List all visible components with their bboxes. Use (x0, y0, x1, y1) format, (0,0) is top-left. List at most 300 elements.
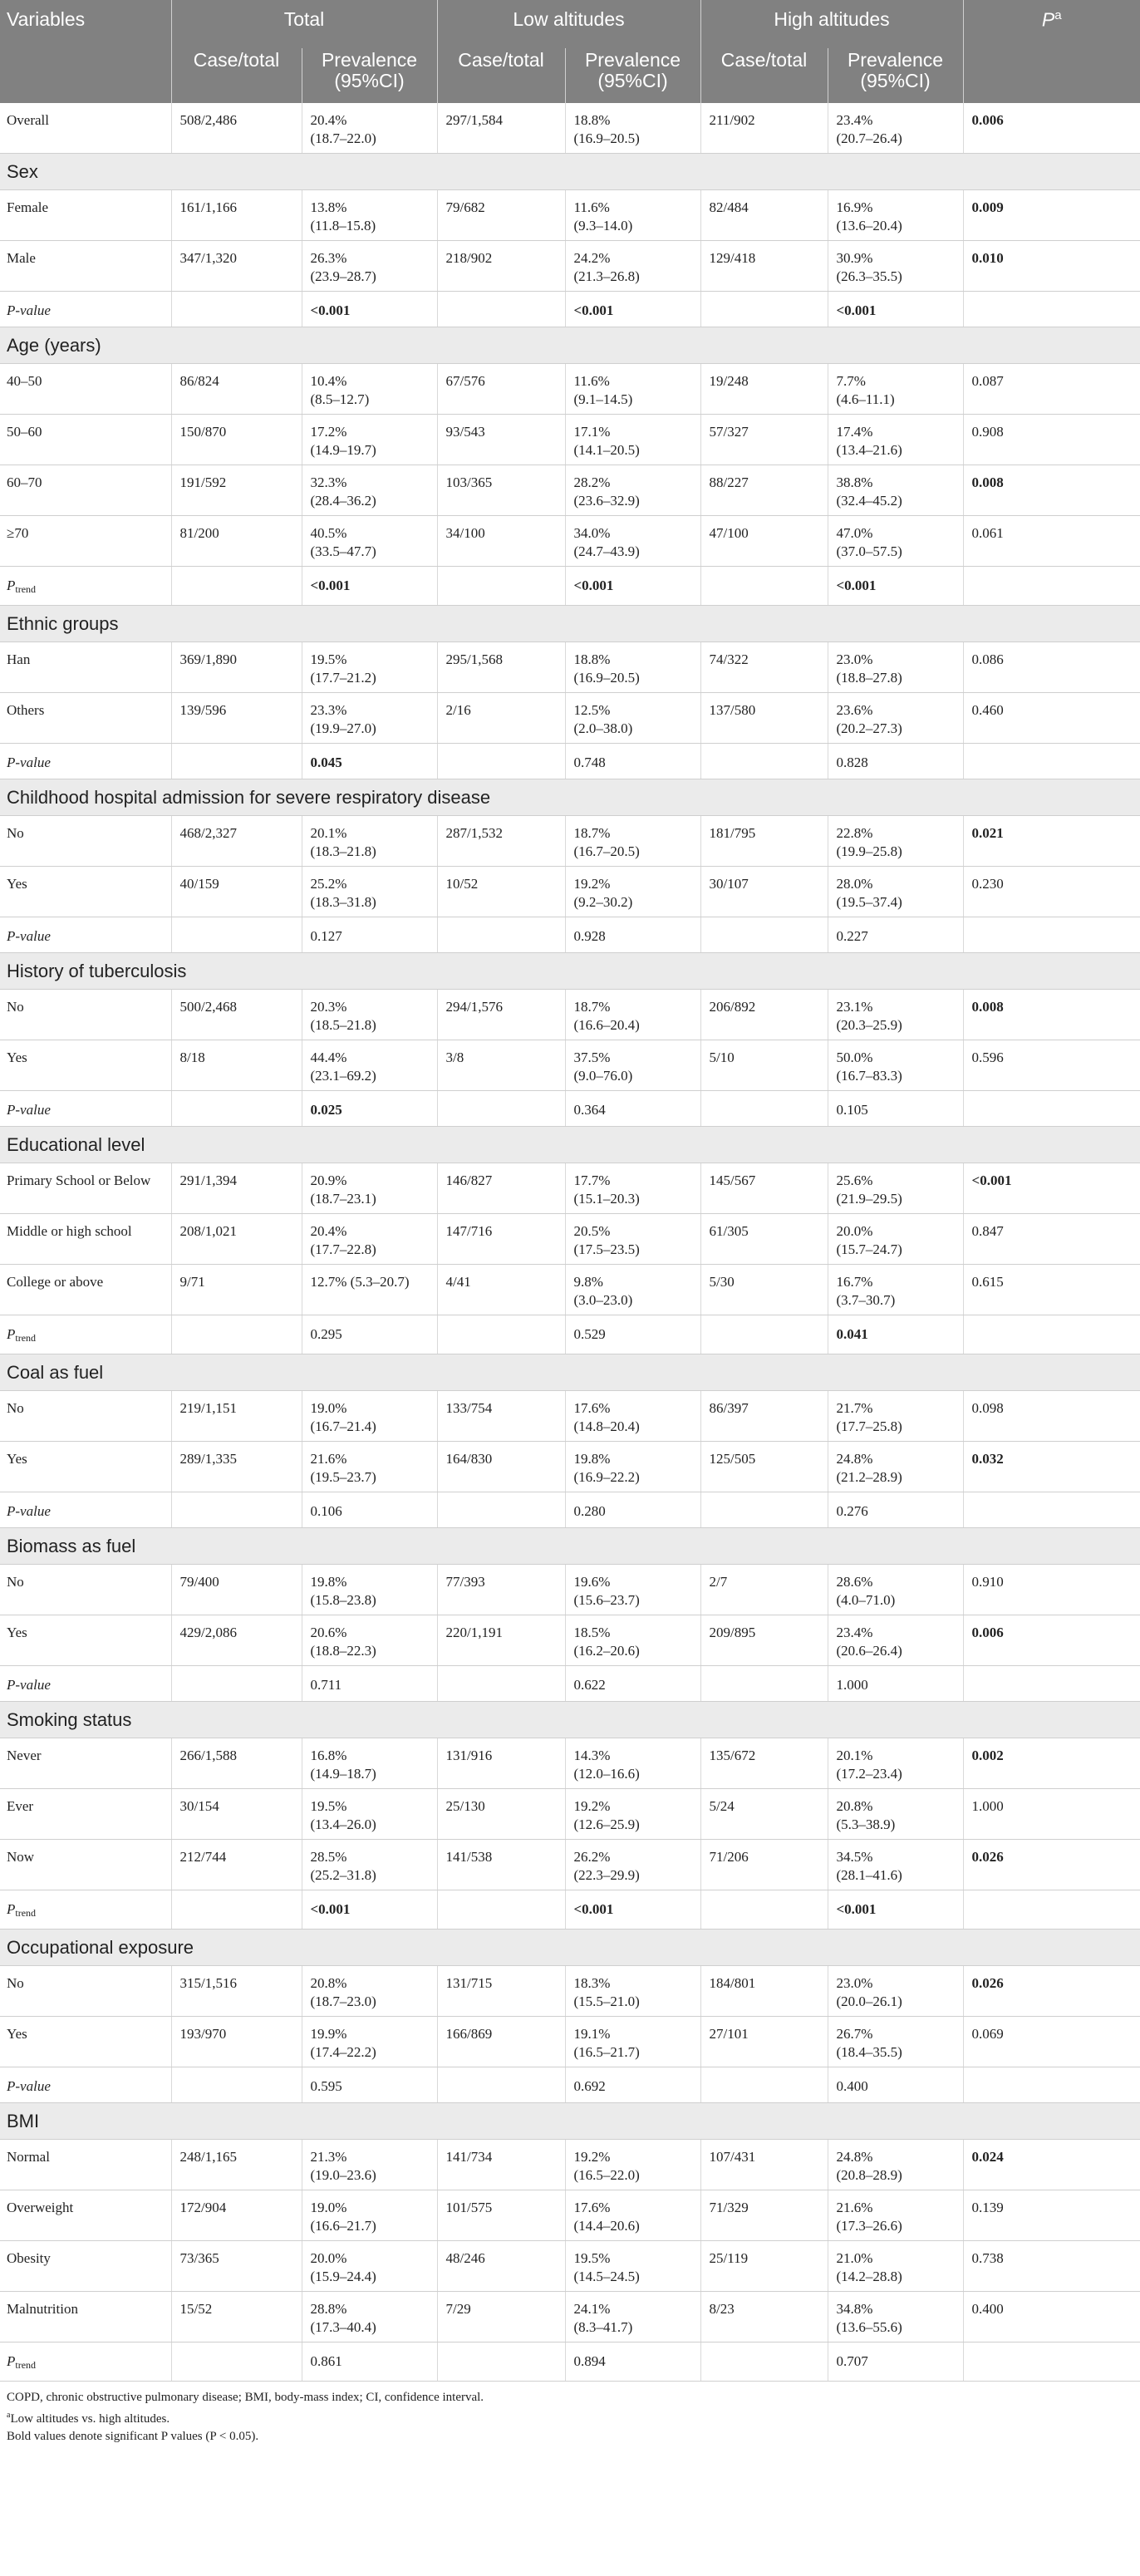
section-title: Occupational exposure (0, 1930, 1140, 1966)
cell-text: 4/41 (445, 1274, 471, 1290)
cell-text: 19/248 (709, 373, 749, 389)
row-label (0, 917, 171, 953)
cell-text: 0.908 (971, 424, 1004, 440)
total-prevalence-cell (302, 190, 437, 241)
total-case-cell (171, 2292, 302, 2342)
table-row (0, 1391, 1140, 1442)
high-case-cell (700, 1738, 828, 1789)
cell-text: 10.4% (310, 373, 347, 389)
high-prevalence-cell (828, 2292, 963, 2342)
cell-text: 86/397 (709, 1400, 749, 1416)
cell-text: (32.4–45.2) (836, 493, 902, 509)
section-title: Coal as fuel (0, 1354, 1140, 1391)
cell-text: (18.7–23.1) (310, 1191, 376, 1207)
total-prevalence-cell (302, 1091, 437, 1127)
low-case-cell (437, 567, 565, 606)
cell-text: <0.001 (836, 578, 877, 593)
cell-text: 79/682 (445, 199, 485, 215)
cell-text: 166/869 (445, 2026, 493, 2042)
cell-text: (16.6–21.7) (310, 2218, 376, 2234)
cell-text: 0.280 (573, 1503, 606, 1519)
total-prevalence-cell (302, 364, 437, 415)
table-row (0, 917, 1140, 953)
cell-text: 131/916 (445, 1748, 493, 1763)
total-prevalence-cell (302, 1966, 437, 2017)
cell-text: (26.3–35.5) (836, 268, 902, 284)
cell-text: 193/970 (179, 2026, 227, 2042)
total-case-cell (171, 1840, 302, 1890)
p-value-cell (963, 1890, 1140, 1930)
low-case-cell (437, 2067, 565, 2103)
total-prevalence-cell (302, 1738, 437, 1789)
cell-text: 5/10 (709, 1050, 735, 1065)
high-prevalence-cell (828, 2017, 963, 2067)
row-label (0, 2190, 171, 2241)
cell-text: 25/119 (709, 2250, 749, 2266)
cell-text: 11.6% (573, 373, 610, 389)
cell-text: (12.0–16.6) (573, 1766, 640, 1782)
cell-text: (18.3–31.8) (310, 894, 376, 910)
section-title: History of tuberculosis (0, 953, 1140, 990)
total-prevalence-cell (302, 1615, 437, 1666)
row-label-text: Yes (7, 876, 27, 892)
low-case-cell (437, 2190, 565, 2241)
cell-text: 2/7 (709, 1574, 728, 1590)
cell-text: 20.0% (836, 1223, 873, 1239)
cell-text: 369/1,890 (179, 651, 237, 667)
cell-text: 47.0% (836, 525, 873, 541)
cell-text: 19.8% (573, 1451, 611, 1467)
low-case-cell (437, 1315, 565, 1354)
cell-text: 20.4% (310, 112, 347, 128)
high-prevalence-cell (828, 816, 963, 867)
cell-text: 20.6% (310, 1625, 347, 1640)
high-case-cell (700, 1840, 828, 1890)
total-case-cell (171, 1966, 302, 2017)
table-row (0, 1492, 1140, 1528)
cell-text: 19.5% (573, 2250, 611, 2266)
table-row (0, 867, 1140, 917)
cell-text: 73/365 (179, 2250, 219, 2266)
row-label (0, 1615, 171, 1666)
low-case-cell (437, 190, 565, 241)
p-value-cell (963, 465, 1140, 516)
cell-text: 7.7% (836, 373, 866, 389)
cell-text: 17.4% (836, 424, 873, 440)
low-case-cell (437, 1966, 565, 2017)
total-case-cell (171, 1315, 302, 1354)
cell-text: 74/322 (709, 651, 749, 667)
row-label (0, 516, 171, 567)
cell-text: (28.4–36.2) (310, 493, 376, 509)
high-prevalence-cell (828, 1666, 963, 1702)
high-prevalence-cell (828, 2342, 963, 2382)
cell-text: 0.910 (971, 1574, 1004, 1590)
row-label (0, 1890, 171, 1930)
high-prevalence-cell (828, 190, 963, 241)
p-value-cell (963, 1091, 1140, 1127)
row-label-text: College or above (7, 1274, 104, 1290)
p-value-cell (963, 364, 1140, 415)
row-label-subscript: trend (15, 583, 37, 595)
row-label (0, 1091, 171, 1127)
cell-text: 21.6% (836, 2200, 873, 2215)
cell-text: (17.7–25.8) (836, 1418, 902, 1434)
total-case-cell (171, 2190, 302, 2241)
p-value-cell (963, 1391, 1140, 1442)
high-case-cell (700, 816, 828, 867)
total-case-cell (171, 1890, 302, 1930)
table-row (0, 1666, 1140, 1702)
cell-text: 21.3% (310, 2149, 347, 2165)
row-label-text: P (7, 2353, 16, 2369)
cell-text: 297/1,584 (445, 112, 503, 128)
cell-text: 12.7% (5.3–20.7) (310, 1274, 410, 1290)
p-value-cell (963, 816, 1140, 867)
cell-text: 18.7% (573, 825, 611, 841)
high-prevalence-cell (828, 2067, 963, 2103)
low-prevalence-cell (565, 816, 700, 867)
cell-text: 37.5% (573, 1050, 611, 1065)
row-label-text: Ever (7, 1798, 34, 1814)
p-value-cell (963, 516, 1140, 567)
cell-text: (21.9–29.5) (836, 1191, 902, 1207)
row-label (0, 2067, 171, 2103)
low-prevalence-cell (565, 917, 700, 953)
table-footnotes (0, 2382, 1140, 2445)
cell-text: (21.2–28.9) (836, 1469, 902, 1485)
low-prevalence-cell (565, 1615, 700, 1666)
total-case-cell (171, 465, 302, 516)
cell-text: (20.2–27.3) (836, 720, 902, 736)
cell-text: 0.009 (971, 199, 1004, 215)
cell-text: (17.5–23.5) (573, 1241, 640, 1257)
total-case-cell (171, 292, 302, 327)
row-label-text: P-value (7, 1102, 51, 1118)
cell-text: 0.026 (971, 1849, 1004, 1865)
low-prevalence-cell (565, 2140, 700, 2190)
cell-text: (18.4–35.5) (836, 2044, 902, 2060)
table-row (0, 744, 1140, 779)
row-label (0, 2241, 171, 2292)
cell-text: 0.002 (971, 1748, 1004, 1763)
total-case-cell (171, 642, 302, 693)
cell-text: 139/596 (179, 702, 227, 718)
footnote-a: $^a$Low altitudes vs. high altitudes. (7, 2411, 170, 2426)
cell-text: 61/305 (709, 1223, 749, 1239)
table-row (0, 2292, 1140, 2342)
high-case-cell (700, 1890, 828, 1930)
total-case-cell (171, 567, 302, 606)
cell-text: (15.1–20.3) (573, 1191, 640, 1207)
cell-text: (17.7–22.8) (310, 1241, 376, 1257)
cell-text: 191/592 (179, 474, 227, 490)
cell-text: (8.5–12.7) (310, 391, 370, 407)
header-high-altitudes: High altitudes (700, 0, 963, 48)
total-prevalence-cell (302, 241, 437, 292)
cell-text: 9.8% (573, 1274, 603, 1290)
cell-text: 38.8% (836, 474, 873, 490)
cell-text: 218/902 (445, 250, 493, 266)
total-case-cell (171, 693, 302, 744)
cell-text: 0.106 (310, 1503, 342, 1519)
cell-text: 172/904 (179, 2200, 227, 2215)
row-label-subscript: trend (15, 2359, 37, 2371)
low-prevalence-cell (565, 1040, 700, 1091)
high-case-cell (700, 465, 828, 516)
high-case-cell (700, 1214, 828, 1265)
cell-text: 184/801 (709, 1975, 756, 1991)
high-prevalence-cell (828, 364, 963, 415)
cell-text: (16.2–20.6) (573, 1643, 640, 1659)
cell-text: 32.3% (310, 474, 347, 490)
row-label (0, 1666, 171, 1702)
cell-text: (14.2–28.8) (836, 2269, 902, 2284)
cell-text: 131/715 (445, 1975, 493, 1991)
cell-text: <0.001 (310, 1901, 351, 1917)
row-label-text: Yes (7, 1451, 27, 1467)
cell-text: (19.9–25.8) (836, 843, 902, 859)
cell-text: 19.8% (310, 1574, 347, 1590)
cell-text: 14.3% (573, 1748, 611, 1763)
cell-text: 20.4% (310, 1223, 347, 1239)
cell-text: 287/1,532 (445, 825, 503, 841)
high-case-cell (700, 2241, 828, 2292)
total-case-cell (171, 1442, 302, 1492)
cell-text: 0.032 (971, 1451, 1004, 1467)
row-label-text: Han (7, 651, 31, 667)
low-prevalence-cell (565, 1265, 700, 1315)
low-prevalence-cell (565, 2067, 700, 2103)
total-prevalence-cell (302, 292, 437, 327)
cell-text: 107/431 (709, 2149, 756, 2165)
cell-text: 18.8% (573, 651, 611, 667)
high-case-cell (700, 364, 828, 415)
cell-text: 18.8% (573, 112, 611, 128)
high-prevalence-cell (828, 1890, 963, 1930)
high-case-cell (700, 867, 828, 917)
row-label (0, 2342, 171, 2382)
cell-text: 34.5% (836, 1849, 873, 1865)
cell-text: 141/734 (445, 2149, 493, 2165)
cell-text: 266/1,588 (179, 1748, 237, 1763)
total-prevalence-cell (302, 415, 437, 465)
table-row (0, 1738, 1140, 1789)
low-prevalence-cell (565, 1840, 700, 1890)
cell-text: (5.3–38.9) (836, 1816, 896, 1832)
cell-text: (9.0–76.0) (573, 1068, 633, 1084)
cell-text: 206/892 (709, 999, 756, 1015)
high-prevalence-cell (828, 1966, 963, 2017)
header-p: $P^a$ (963, 0, 1140, 103)
cell-text: 0.230 (971, 876, 1004, 892)
header-variables: Variables (0, 0, 171, 103)
cell-text: (20.6–26.4) (836, 1643, 902, 1659)
total-prevalence-cell (302, 1890, 437, 1930)
cell-text: 19.2% (573, 876, 611, 892)
low-prevalence-cell (565, 2190, 700, 2241)
table-row (0, 241, 1140, 292)
high-case-cell (700, 2190, 828, 2241)
table-row (0, 292, 1140, 327)
row-label-text: Obesity (7, 2250, 51, 2266)
cell-text: 20.3% (310, 999, 347, 1015)
total-case-cell (171, 241, 302, 292)
cell-text: 211/902 (709, 112, 755, 128)
cell-text: 9/71 (179, 1274, 205, 1290)
cell-text: (14.1–20.5) (573, 442, 640, 458)
row-label-text: No (7, 1574, 24, 1590)
cell-text: 141/538 (445, 1849, 493, 1865)
total-case-cell (171, 364, 302, 415)
total-prevalence-cell (302, 816, 437, 867)
cell-text: 125/505 (709, 1451, 756, 1467)
cell-text: 133/754 (445, 1400, 493, 1416)
cell-text: 0.711 (310, 1677, 342, 1693)
cell-text: 500/2,468 (179, 999, 237, 1015)
high-case-cell (700, 1442, 828, 1492)
row-label (0, 1565, 171, 1615)
p-value-cell (963, 1966, 1140, 2017)
low-case-cell (437, 642, 565, 693)
cell-text: 0.008 (971, 999, 1004, 1015)
section-header-row (0, 327, 1140, 364)
cell-text: (15.8–23.8) (310, 1592, 376, 1608)
row-label (0, 1214, 171, 1265)
cell-text: 0.276 (836, 1503, 868, 1519)
row-label (0, 1163, 171, 1214)
section-header-row (0, 1354, 1140, 1391)
cell-text: 40.5% (310, 525, 347, 541)
p-value-cell (963, 567, 1140, 606)
row-label (0, 1265, 171, 1315)
cell-text: 0.069 (971, 2026, 1004, 2042)
total-prevalence-cell (302, 1265, 437, 1315)
cell-text: 101/575 (445, 2200, 493, 2215)
high-case-cell (700, 1565, 828, 1615)
low-prevalence-cell (565, 292, 700, 327)
total-case-cell (171, 1666, 302, 1702)
cell-text: 20.9% (310, 1172, 347, 1188)
header-low-altitudes: Low altitudes (437, 0, 700, 48)
low-prevalence-cell (565, 465, 700, 516)
section-header-row (0, 1127, 1140, 1163)
cell-text: (17.3–26.6) (836, 2218, 902, 2234)
cell-text: 147/716 (445, 1223, 493, 1239)
cell-text: (18.8–22.3) (310, 1643, 376, 1659)
cell-text: (16.9–20.5) (573, 130, 640, 146)
total-prevalence-cell (302, 1492, 437, 1528)
cell-text: 0.894 (573, 2353, 606, 2369)
cell-text: <0.001 (971, 1172, 1012, 1188)
low-prevalence-cell (565, 1666, 700, 1702)
total-case-cell (171, 2241, 302, 2292)
low-prevalence-cell (565, 2292, 700, 2342)
table-row (0, 1442, 1140, 1492)
cell-text: (15.5–21.0) (573, 1993, 640, 2009)
cell-text: 1.000 (836, 1677, 868, 1693)
high-case-cell (700, 990, 828, 1040)
section-header-row (0, 606, 1140, 642)
row-label (0, 1492, 171, 1528)
total-prevalence-cell (302, 2241, 437, 2292)
low-prevalence-cell (565, 693, 700, 744)
cell-text: 212/744 (179, 1849, 227, 1865)
row-label-text: No (7, 999, 24, 1015)
low-prevalence-cell (565, 2342, 700, 2382)
high-prevalence-cell (828, 241, 963, 292)
cell-text: 0.707 (836, 2353, 868, 2369)
cell-text: 0.021 (971, 825, 1004, 841)
high-case-cell (700, 1315, 828, 1354)
section-header-row (0, 2103, 1140, 2140)
high-case-cell (700, 2067, 828, 2103)
cell-text: (20.7–26.4) (836, 130, 902, 146)
low-prevalence-cell (565, 364, 700, 415)
cell-text: 1.000 (971, 1798, 1004, 1814)
cell-text: 248/1,165 (179, 2149, 237, 2165)
low-case-cell (437, 1738, 565, 1789)
header-high-prevalence: Prevalence (95%CI) (828, 48, 963, 103)
table-row (0, 415, 1140, 465)
cell-text: (4.0–71.0) (836, 1592, 896, 1608)
row-label-text: P-value (7, 755, 51, 770)
total-prevalence-cell (302, 1789, 437, 1840)
cell-text: 0.748 (573, 755, 606, 770)
high-case-cell (700, 1091, 828, 1127)
cell-text: 50.0% (836, 1050, 873, 1065)
cell-text: (18.7–23.0) (310, 1993, 376, 2009)
low-case-cell (437, 744, 565, 779)
cell-text: 18.5% (573, 1625, 611, 1640)
section-header-row (0, 1930, 1140, 1966)
cell-text: 0.400 (836, 2078, 868, 2094)
high-case-cell (700, 415, 828, 465)
cell-text: (23.9–28.7) (310, 268, 376, 284)
cell-text: 209/895 (709, 1625, 756, 1640)
low-prevalence-cell (565, 1738, 700, 1789)
low-case-cell (437, 1214, 565, 1265)
low-case-cell (437, 415, 565, 465)
table-row (0, 1163, 1140, 1214)
cell-text: 20.1% (836, 1748, 873, 1763)
header-low-case: Case/total (437, 48, 565, 103)
low-prevalence-cell (565, 1565, 700, 1615)
cell-text: 0.622 (573, 1677, 606, 1693)
cell-text: (17.2–23.4) (836, 1766, 902, 1782)
low-prevalence-cell (565, 1890, 700, 1930)
total-prevalence-cell (302, 2292, 437, 2342)
cell-text: 294/1,576 (445, 999, 503, 1015)
total-prevalence-cell (302, 693, 437, 744)
cell-text: 23.6% (836, 702, 873, 718)
cell-text: 71/206 (709, 1849, 749, 1865)
table-row (0, 1890, 1140, 1930)
cell-text: (16.9–20.5) (573, 670, 640, 686)
high-case-cell (700, 1615, 828, 1666)
table-row (0, 1040, 1140, 1091)
p-value-cell (963, 2190, 1140, 2241)
cell-text: (20.8–28.9) (836, 2167, 902, 2183)
low-prevalence-cell (565, 744, 700, 779)
high-case-cell (700, 1666, 828, 1702)
total-prevalence-cell (302, 1040, 437, 1091)
table-row (0, 190, 1140, 241)
cell-text: 0.847 (971, 1223, 1004, 1239)
table-row (0, 465, 1140, 516)
cell-text: 19.9% (310, 2026, 347, 2042)
cell-text: (28.1–41.6) (836, 1867, 902, 1883)
